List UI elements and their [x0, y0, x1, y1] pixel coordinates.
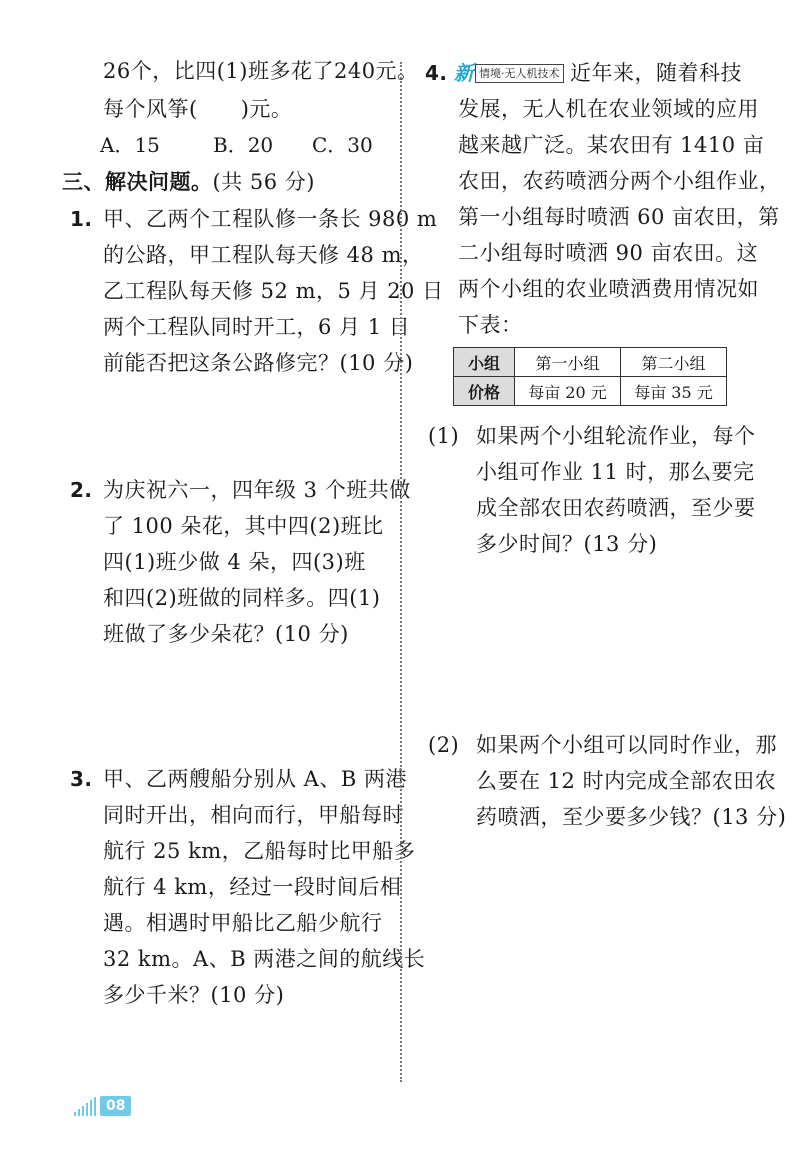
sub2-line-2: 么要在 12 时内完成全部农田农: [476, 769, 777, 793]
q2-line-2: 了 100 朵花，其中四(2)班比: [103, 514, 384, 538]
q1-line-4: 两个工程队同时开工，6 月 1 日: [103, 315, 411, 339]
table-row: [454, 377, 727, 406]
page-decor-bar: [82, 1106, 84, 1116]
page-decor-bar: [90, 1100, 92, 1116]
sub1-number: (1): [428, 424, 460, 448]
context-tag: [454, 62, 564, 84]
section-title: 三、解决问题。: [62, 170, 213, 194]
page-decor-bar: [74, 1112, 76, 1116]
sub1-line-3: 成全部农田农药喷洒，至少要: [476, 496, 756, 520]
option-b: B．20: [213, 133, 274, 157]
q3-line-2: 同时开出，相向而行，甲船每时: [103, 803, 404, 827]
sub1-line-2: 小组可作业 11 时，那么要完: [476, 460, 755, 484]
sub1-line-4: 多少时间？(13 分): [476, 532, 658, 556]
q3-line-6: 32 km。A、B 两港之间的航线长: [103, 947, 426, 971]
q4-line-4: 第一小组每时喷洒 60 亩农田，第: [458, 205, 780, 229]
prev-question-line-1: 26个，比四(1)班多花了240元。: [103, 59, 419, 83]
sub2-line-1: 如果两个小组可以同时作业，那: [476, 733, 777, 757]
table-row-label: 价格: [454, 377, 515, 406]
q2-line-3: 四(1)班少做 4 朵，四(3)班: [103, 550, 366, 574]
q2-line-4: 和四(2)班做的同样多。四(1): [103, 586, 381, 610]
q4-line-3: 农田，农药喷洒分两个小组作业，: [458, 169, 781, 193]
page-number-badge: [74, 1096, 131, 1116]
table-cell: 每亩 20 元: [515, 377, 621, 406]
sub2-line-3: 药喷洒，至少要多少钱？(13 分): [476, 805, 787, 829]
column-divider: [400, 62, 402, 1082]
q3-line-5: 遇。相遇时甲船比乙船少航行: [103, 911, 383, 935]
q4-line-2: 越来越广泛。某农田有 1410 亩: [458, 133, 765, 157]
q4-line-6: 两个小组的农业喷洒费用情况如: [458, 277, 759, 301]
option-a: A．15: [100, 133, 160, 157]
q3-line-4: 航行 4 km，经过一段时间后相: [103, 875, 402, 899]
q2-line-1: 为庆祝六一，四年级 3 个班共做: [103, 478, 411, 502]
q1-line-3: 乙工程队每天修 52 m，5 月 20 日: [103, 279, 444, 303]
table-row: [454, 348, 727, 377]
page-decor-bar: [86, 1103, 88, 1116]
table-header-cell: 第一小组: [515, 348, 621, 377]
q3-number: 3.: [70, 767, 93, 791]
prev-question-line-2: 每个风筝( )元。: [103, 97, 293, 121]
q2-number: 2.: [70, 478, 93, 502]
q1-line-2: 的公路，甲工程队每天修 48 m，: [103, 243, 424, 267]
q3-line-3: 航行 25 km，乙船每时比甲船多: [103, 839, 416, 863]
section-heading: [62, 168, 315, 196]
table-cell: 每亩 35 元: [621, 377, 727, 406]
page-decor-bar: [78, 1109, 80, 1116]
price-table: [453, 347, 727, 406]
option-c: C．30: [312, 133, 373, 157]
q4-line-7: 下表：: [458, 313, 523, 337]
q3-line-7: 多少千米？(10 分): [103, 983, 285, 1007]
q1-number: 1.: [70, 207, 93, 231]
q4-line-5: 二小组每时喷洒 90 亩农田。这: [458, 241, 759, 265]
table-header-cell: 小组: [454, 348, 515, 377]
new-badge: 新: [454, 61, 474, 85]
sub1-line-1: 如果两个小组轮流作业，每个: [476, 424, 756, 448]
context-tag-label: 情境·无人机技术: [475, 64, 564, 83]
page-number: 08: [100, 1096, 131, 1116]
q4-line-1: 发展，无人机在农业领域的应用: [458, 97, 759, 121]
section-score: (共 56 分): [212, 170, 315, 194]
q2-line-5: 班做了多少朵花？(10 分): [103, 622, 349, 646]
page-decor-bar: [94, 1097, 96, 1116]
q3-line-1: 甲、乙两艘船分别从 A、B 两港: [103, 767, 407, 791]
q4-number: 4.: [425, 61, 448, 85]
table-header-cell: 第二小组: [621, 348, 727, 377]
sub2-number: (2): [428, 733, 460, 757]
q4-first-line: 近年来，随着科技: [570, 61, 742, 85]
q1-line-5: 前能否把这条公路修完？(10 分): [103, 351, 414, 375]
q1-line-1: 甲、乙两个工程队修一条长 980 m: [103, 207, 438, 231]
